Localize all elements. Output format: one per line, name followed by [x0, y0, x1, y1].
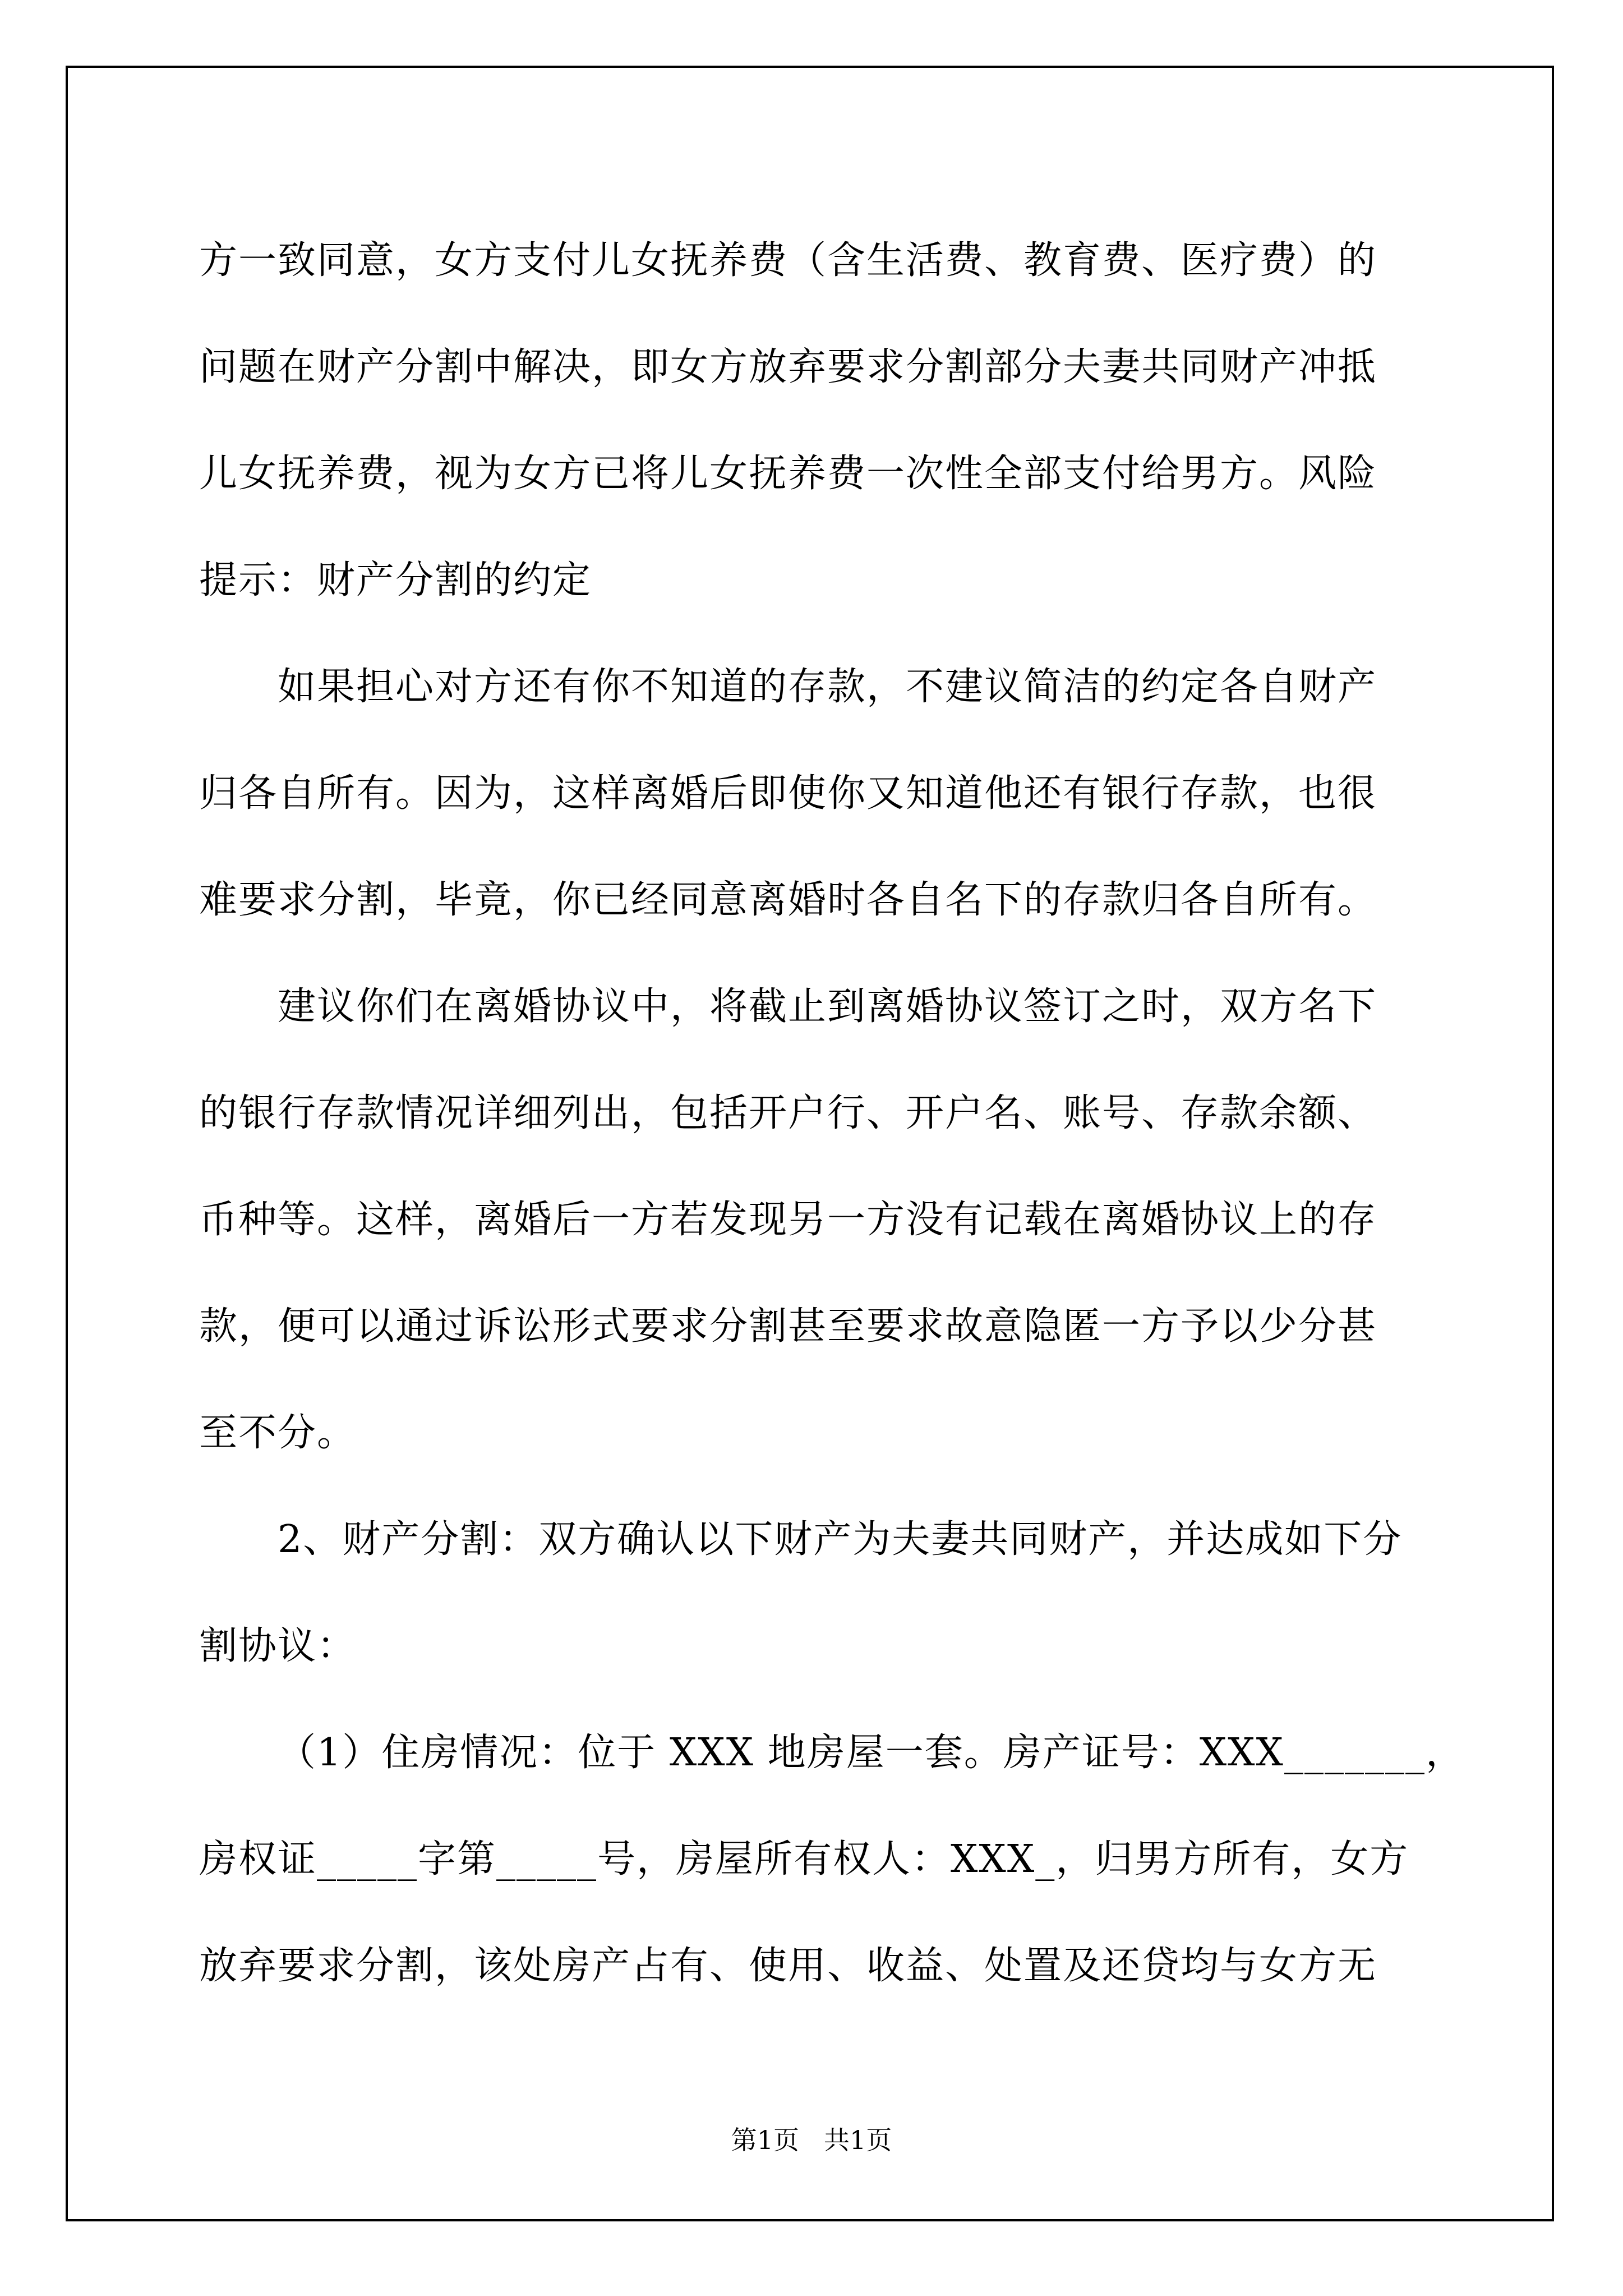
text-line: 如果担心对方还有你不知道的存款，不建议简洁的约定各自财产: [278, 665, 1377, 709]
text-line: 问题在财产分割中解决，即女方放弃要求分割部分夫妻共同财产冲抵: [199, 345, 1377, 389]
text-line: 款，便可以通过诉讼形式要求分割甚至要求故意隐匿一方予以少分甚: [199, 1304, 1377, 1349]
text-line: 至不分。: [199, 1411, 357, 1455]
paragraph-housing: [199, 1700, 1465, 2019]
page-number: 第1页: [731, 2125, 800, 2155]
text-line: 币种等。这样，离婚后一方若发现另一方没有记载在离婚协议上的存: [199, 1198, 1377, 1242]
footer-spacer: [799, 2125, 824, 2155]
text-line: 割协议：: [199, 1624, 357, 1668]
text-line: 提示：财产分割的约定: [199, 558, 592, 602]
text-line: 儿女抚养费，视为女方已将儿女抚养费一次性全部支付给男方。风险: [199, 452, 1377, 496]
text-line: 放弃要求分割，该处房产占有、使用、收益、处置及还贷均与女方无: [199, 1944, 1377, 1988]
text-line: 方一致同意，女方支付儿女抚养费（含生活费、教育费、医疗费）的: [199, 238, 1377, 283]
page-total: 共1页: [823, 2125, 892, 2155]
text-line: 归各自所有。因为，这样离婚后即使你又知道他还有银行存款，也很: [199, 771, 1377, 816]
text-line: 难要求分割，毕竟，你已经同意离婚时各自名下的存款归各自所有。: [199, 878, 1377, 922]
text-line: 的银行存款情况详细列出，包括开户行、开户名、账号、存款余额、: [199, 1091, 1377, 1135]
text-line: （1）住房情况：位于 XXX 地房屋一套。房产证号：XXX_______，: [278, 1731, 1465, 1775]
document-body: [199, 208, 1465, 2019]
text-line: 房权证_____字第_____号，房屋所有权人：XXX_，归男方所有，女方: [199, 1837, 1409, 1881]
page-footer: [0, 2123, 1623, 2157]
paragraph-property-division: [199, 1487, 1433, 1700]
paragraph-bank-deposit-listing: [199, 954, 1433, 1487]
text-line: 建议你们在离婚协议中，将截止到离婚协议签订之时，双方名下: [278, 984, 1377, 1029]
paragraph-hidden-deposits: [199, 634, 1433, 954]
paragraph-child-support: [199, 208, 1433, 634]
text-line: 2、财产分割：双方确认以下财产为夫妻共同财产，并达成如下分: [278, 1517, 1403, 1562]
